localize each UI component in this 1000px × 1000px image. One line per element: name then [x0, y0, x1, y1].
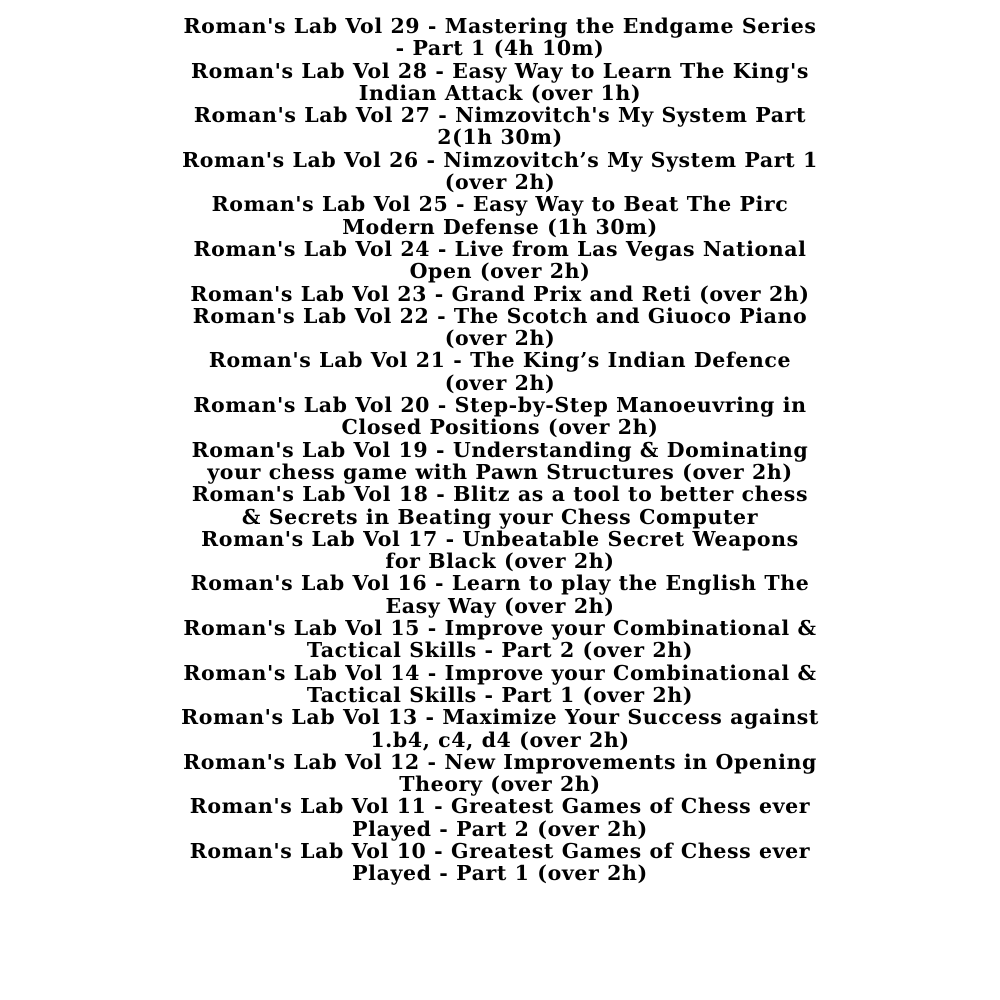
list-item-vol-22: Roman's Lab Vol 22 - The Scotch and Giuoco Piano (over 2h) [192, 303, 808, 351]
list-item-vol-20: Roman's Lab Vol 20 - Step-by-Step Manoeuvring in Closed Positions (over 2h) [193, 393, 807, 440]
list-item-vol-29: Roman's Lab Vol 29 - Mastering the Endgame Series - Part 1 (4h 10m) [183, 14, 817, 61]
document-page [0, 15, 1000, 885]
list-item-vol-23: Roman's Lab Vol 23 - Grand Prix and Reti (over 2h) [190, 281, 810, 306]
list-item-vol-15: Roman's Lab Vol 15 - Improve your Combinational & Tactical Skills - Part 2 (over 2h) [183, 616, 817, 663]
list-item-vol-25: Roman's Lab Vol 25 - Easy Way to Beat The Pirc Modern Defense (1h 30m) [211, 192, 789, 239]
list-item-vol-13: Roman's Lab Vol 13 - Maximize Your Success against 1.b4, c4, d4 (over 2h) [181, 705, 819, 752]
list-item-vol-10: Roman's Lab Vol 10 - Greatest Games of Chess ever Played - Part 1 (over 2h) [189, 838, 811, 886]
volume-list [180, 15, 820, 885]
list-item-vol-14: Roman's Lab Vol 14 - Improve your Combinational & Tactical Skills - Part 1 (over 2h) [183, 660, 817, 707]
list-item-vol-17: Roman's Lab Vol 17 - Unbeatable Secret Weapons for Black (over 2h) [201, 526, 799, 574]
list-item-vol-12: Roman's Lab Vol 12 - New Improvements in Opening Theory (over 2h) [183, 749, 817, 797]
list-item-vol-26: Roman's Lab Vol 26 - Nimzovitch’s My System Part 1 (over 2h) [182, 147, 818, 195]
list-item-vol-28: Roman's Lab Vol 28 - Easy Way to Learn The King's Indian Attack (over 1h) [191, 58, 809, 105]
list-item-vol-18: Roman's Lab Vol 18 - Blitz as a tool to better chess & Secrets in Beating your Chess Computer [191, 482, 809, 529]
list-item-vol-24: Roman's Lab Vol 24 - Live from Las Vegas National Open (over 2h) [193, 236, 807, 284]
list-item-vol-27: Roman's Lab Vol 27 - Nimzovitch's My System Part 2(1h 30m) [193, 103, 807, 150]
list-item-vol-21: Roman's Lab Vol 21 - The King’s Indian Defence (over 2h) [208, 348, 792, 395]
list-item-vol-19: Roman's Lab Vol 19 - Understanding & Dominating your chess game with Pawn Structures (over 2h) [191, 437, 809, 484]
list-item-vol-11: Roman's Lab Vol 11 - Greatest Games of Chess ever Played - Part 2 (over 2h) [189, 794, 811, 841]
list-item-vol-16: Roman's Lab Vol 16 - Learn to play the English The Easy Way (over 2h) [190, 571, 810, 618]
